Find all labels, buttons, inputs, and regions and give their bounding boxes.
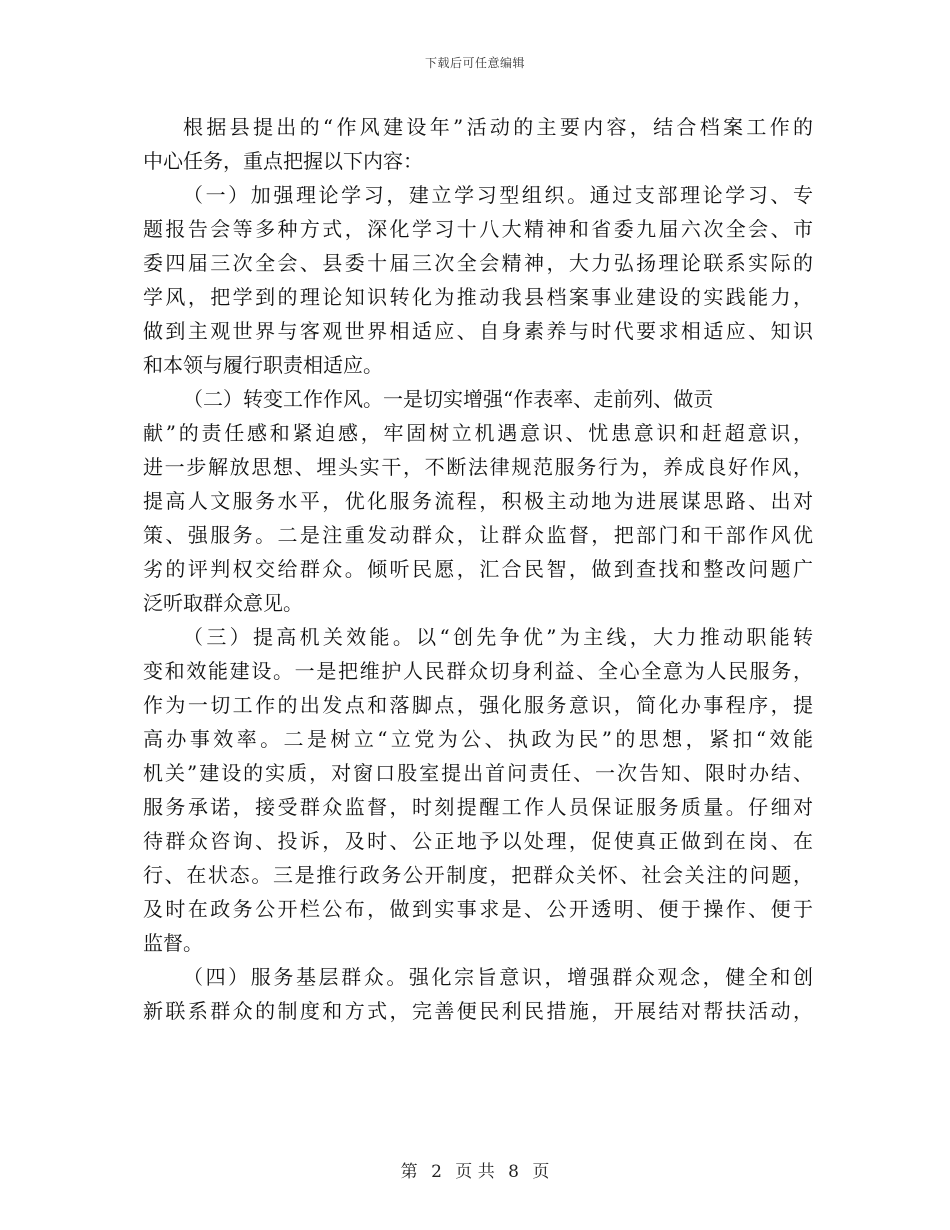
text-line: 监督。 bbox=[143, 931, 203, 955]
text-line: （四）服务基层群众。强化宗旨意识，增强群众观念，健全和创 bbox=[183, 965, 813, 989]
page-header: 下载后可任意编辑 bbox=[424, 56, 525, 70]
text-line: 根据县提出的“作风建设年”活动的主要内容，结合档案工作的 bbox=[183, 115, 813, 139]
text-line: 作为一切工作的出发点和落脚点，强化服务意识，简化办事程序，提 bbox=[143, 693, 813, 717]
current-page-number: 2 bbox=[431, 1162, 442, 1182]
document-body bbox=[143, 110, 813, 1028]
text-line: 及时在政务公开栏公布，做到实事求是、公开透明、便于操作、便于 bbox=[143, 897, 813, 921]
text-line: 待群众咨询、投诉，及时、公正地予以处理，促使真正做到在岗、在 bbox=[143, 829, 813, 853]
page-footer bbox=[0, 1157, 950, 1182]
text-line: 变和效能建设。一是把维护人民群众切身利益、全心全意为人民服务， bbox=[143, 659, 813, 683]
footer-prefix: 第 bbox=[400, 1162, 418, 1182]
text-line: 泛听取群众意见。 bbox=[143, 591, 303, 615]
text-line: 题报告会等多种方式，深化学习十八大精神和省委九届六次全会、市 bbox=[143, 217, 813, 241]
text-line: 机关”建设的实质，对窗口股室提出首问责任、一次告知、限时办结、 bbox=[143, 761, 813, 785]
footer-middle: 页 共 bbox=[455, 1162, 495, 1182]
text-line: 新联系群众的制度和方式，完善便民利民措施，开展结对帮扶活动， bbox=[143, 999, 813, 1023]
text-line: 委四届三次全会、县委十届三次全会精神，大力弘扬理论联系实际的 bbox=[143, 251, 813, 275]
text-line: 和本领与履行职责相适应。 bbox=[143, 353, 383, 377]
text-line: （一）加强理论学习，建立学习型组织。通过支部理论学习、专 bbox=[183, 183, 813, 207]
total-page-count: 8 bbox=[508, 1162, 519, 1182]
text-line: 策、强服务。二是注重发动群众，让群众监督，把部门和干部作风优 bbox=[143, 523, 813, 547]
footer-suffix: 页 bbox=[532, 1162, 550, 1182]
text-line: 学风，把学到的理论知识转化为推动我县档案事业建设的实践能力， bbox=[143, 285, 813, 309]
text-line: 服务承诺，接受群众监督，时刻提醒工作人员保证服务质量。仔细对 bbox=[143, 795, 813, 819]
text-line: 献”的责任感和紧迫感，牢固树立机遇意识、忧患意识和赶超意识， bbox=[143, 421, 813, 445]
text-line: 行、在状态。三是推行政务公开制度，把群众关怀、社会关注的问题， bbox=[143, 863, 813, 887]
text-line: （二）转变工作作风。一是切实增强“作表率、走前列、做贡 bbox=[183, 387, 714, 411]
text-line: 中心任务，重点把握以下内容： bbox=[143, 149, 423, 173]
text-line: 提高人文服务水平，优化服务流程，积极主动地为进展谋思路、出对 bbox=[143, 489, 813, 513]
text-line: 进一步解放思想、埋头实干，不断法律规范服务行为，养成良好作风， bbox=[143, 455, 813, 479]
text-line: 劣的评判权交给群众。倾听民愿，汇合民智，做到查找和整改问题广 bbox=[143, 557, 813, 581]
text-line: 做到主观世界与客观世界相适应、自身素养与时代要求相适应、知识 bbox=[143, 319, 813, 343]
text-line: 高办事效率。二是树立“立党为公、执政为民”的思想，紧扣“效能 bbox=[143, 727, 813, 751]
text-line: （三）提高机关效能。以“创先争优”为主线，大力推动职能转 bbox=[183, 625, 813, 649]
